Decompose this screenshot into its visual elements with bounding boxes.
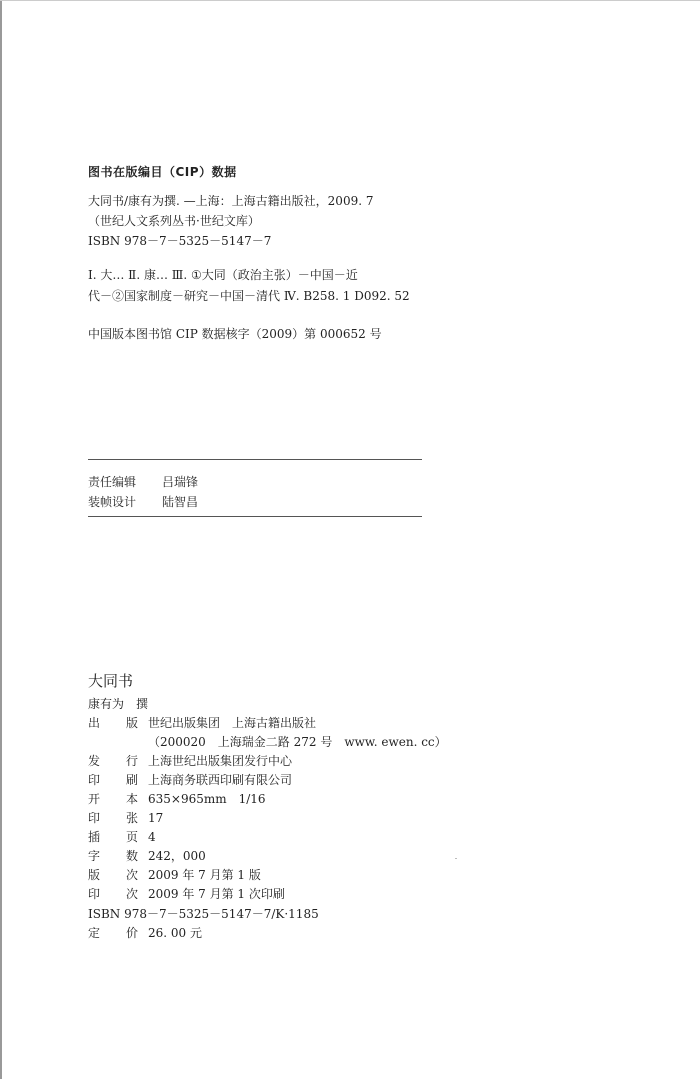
author-line: [88, 695, 148, 712]
pub-value: 242，000: [148, 849, 206, 863]
label-char: 印: [88, 773, 101, 787]
author-name: 康有为: [88, 697, 125, 711]
pub-value: 上海世纪出版集团发行中心: [148, 754, 293, 768]
pub-row-inserts: [88, 828, 156, 846]
page-edge: [0, 0, 2, 1079]
pub-row-printing: [88, 885, 285, 903]
cip-line: ISBN 978－7－5325－5147－7: [88, 234, 272, 248]
cip-line: Ⅰ. 大… Ⅱ. 康… Ⅲ. ①大同（政治主张）－中国－近: [88, 268, 358, 282]
pub-row-address: [88, 733, 447, 751]
pub-row-distribution: [88, 752, 292, 770]
pub-value: 17: [148, 811, 164, 825]
label-char: 张: [126, 811, 139, 825]
pub-row-publisher: [88, 714, 316, 732]
credit-name: 陆智昌: [162, 495, 199, 509]
label-char: 行: [126, 754, 139, 768]
pub-row-printer: [88, 771, 292, 789]
cip-line: 中国版本图书馆 CIP 数据核字（2009）第 000652 号: [88, 327, 382, 341]
pub-row-edition: [88, 866, 261, 884]
label-char: 印: [88, 887, 101, 901]
pub-value: 4: [148, 830, 156, 844]
label-char: 页: [126, 830, 139, 844]
label-char: 开: [88, 792, 101, 806]
label-char: 字: [88, 849, 101, 863]
label-char: 版: [126, 716, 139, 730]
pub-value: 635×965mm 1/16: [148, 792, 266, 806]
label-char: 印: [88, 811, 101, 825]
label-char: 出: [88, 716, 101, 730]
pub-value: 2009 年 7 月第 1 版: [148, 868, 261, 882]
credit-label: 装帧设计: [88, 495, 137, 509]
pub-value: 世纪出版集团 上海古籍出版社: [148, 716, 317, 730]
label-char: 次: [126, 868, 139, 882]
pub-value: 上海商务联西印刷有限公司: [148, 773, 293, 787]
divider-rule: [88, 516, 422, 517]
page-top-edge: [0, 0, 700, 1]
label-char: 发: [88, 754, 101, 768]
paper-speck: [455, 858, 457, 859]
cip-heading: 图书在版编目（CIP）数据: [88, 165, 237, 179]
pub-value: （200020 上海瑞金二路 272 号 www. ewen. cc）: [148, 735, 447, 749]
isbn-full: ISBN 978－7－5325－5147－7/K·1185: [88, 907, 319, 921]
label-char: 版: [88, 868, 101, 882]
credit-label: 责任编辑: [88, 475, 137, 489]
pub-value: 2009 年 7 月第 1 次印刷: [148, 887, 285, 901]
cip-line: （世纪人文系列丛书·世纪文库）: [88, 214, 260, 228]
label-char: 刷: [126, 773, 139, 787]
pub-row-format: [88, 790, 266, 808]
label-char: 数: [126, 849, 139, 863]
cip-line: 大同书/康有为撰. —上海：上海古籍出版社，2009. 7: [88, 194, 374, 208]
cip-line: 代－②国家制度－研究－中国－清代 Ⅳ. B258. 1 D092. 52: [88, 289, 410, 303]
label-char: 价: [126, 926, 139, 940]
label-char: 定: [88, 926, 101, 940]
label-char: 插: [88, 830, 101, 844]
label-char: 次: [126, 887, 139, 901]
book-title: 大同书: [88, 672, 134, 690]
credit-name: 吕瑞锋: [162, 475, 199, 489]
label-char: 本: [126, 792, 139, 806]
price-value: 26. 00 元: [148, 926, 202, 940]
author-role: 撰: [136, 697, 149, 711]
pub-row-sheets: [88, 809, 163, 827]
pub-row-price: [88, 924, 202, 942]
pub-row-wordcount: [88, 847, 206, 865]
divider-rule: [88, 459, 422, 460]
